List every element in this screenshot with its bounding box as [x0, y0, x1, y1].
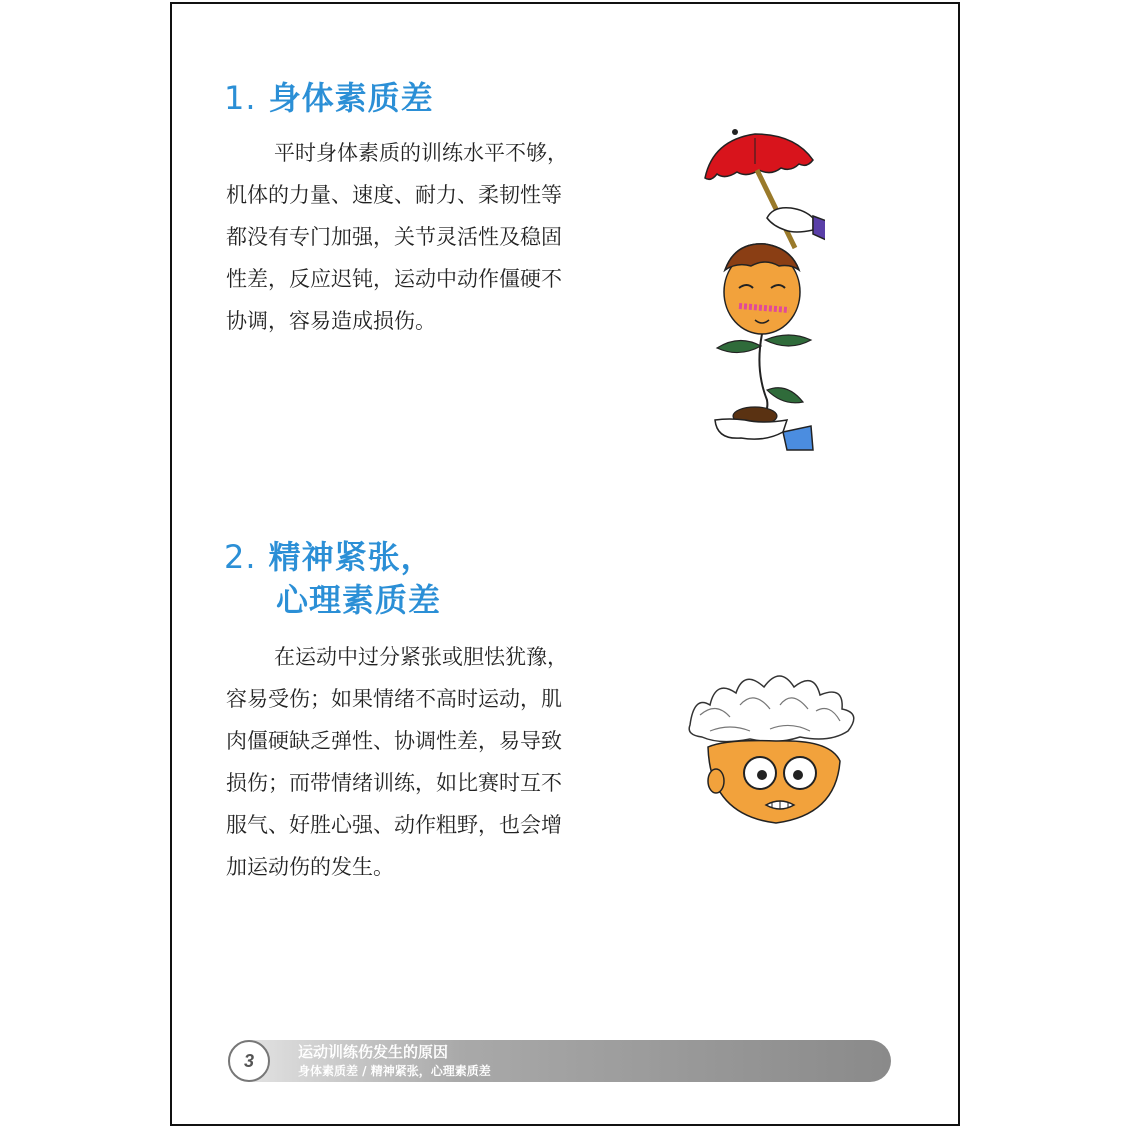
section2-line: 加运动伤的发生。: [226, 855, 394, 879]
section2-line: 容易受伤；如果情绪不高时运动，肌: [226, 687, 562, 711]
section1-line: 机体的力量、速度、耐力、柔韧性等: [226, 183, 562, 207]
section2-line: 损伤；而带情绪训练，如比赛时互不: [226, 771, 562, 795]
section1-line: 性差，反应迟钝，运动中动作僵硬不: [226, 267, 562, 291]
section1-line: 协调，容易造成损伤。: [226, 309, 436, 333]
section2-line: 服气、好胜心强、动作粗野，也会增: [226, 813, 562, 837]
section1-heading: [224, 76, 434, 120]
stressed-face-illustration: [680, 665, 870, 835]
section2-line: 肉僵硬缺乏弹性、协调性差，易导致: [226, 729, 562, 753]
section1-paragraph: [226, 132, 568, 342]
section2-line: 在运动中过分紧张或胆怯犹豫，: [274, 645, 568, 669]
section2-number: 2.: [224, 538, 257, 576]
footer-title: 运动训练伤发生的原因: [298, 1043, 449, 1061]
section2-title-line1: 精神紧张，: [268, 538, 434, 576]
section1-line: 平时身体素质的训练水平不够，: [274, 141, 568, 165]
section2-heading-line2: [276, 578, 441, 622]
section2-title-line2: 心理素质差: [276, 581, 442, 619]
section1-title: 身体素质差: [268, 79, 434, 117]
section1-number: 1.: [224, 79, 257, 117]
umbrella-plant-head-illustration: [695, 120, 825, 465]
section2-paragraph: [226, 636, 568, 888]
page-number: 3: [228, 1040, 270, 1082]
section2-heading: [224, 535, 434, 579]
section1-line: 都没有专门加强，关节灵活性及稳固: [226, 225, 562, 249]
footer-subtitle: 身体素质差 / 精神紧张，心理素质差: [298, 1064, 491, 1078]
